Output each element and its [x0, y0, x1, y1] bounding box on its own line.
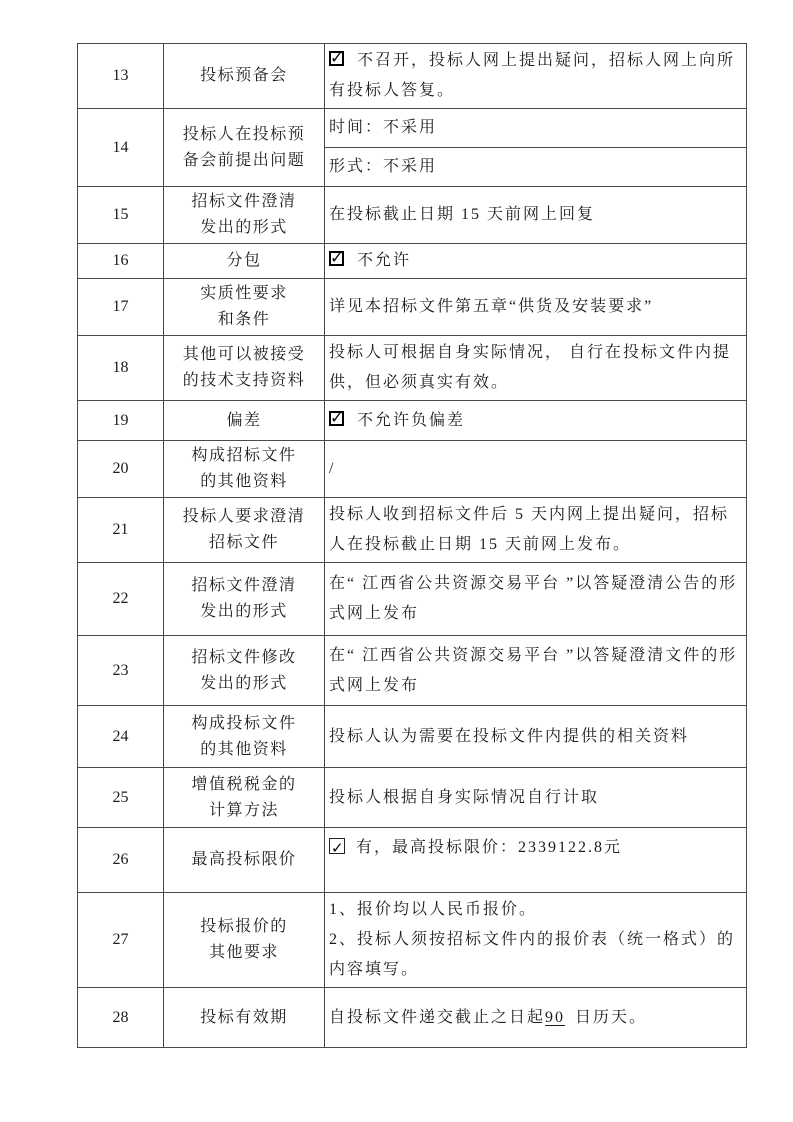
row-number: 24 [78, 706, 164, 768]
row-content: 在投标截止日期 15 天前网上回复 [325, 187, 747, 244]
table-row [78, 401, 747, 441]
row-content-form: 形式：不采用 [325, 148, 747, 187]
table-row [78, 563, 747, 636]
table-row [78, 109, 747, 148]
table-row [78, 636, 747, 706]
row-label-line: 招标文件澄清 [191, 193, 297, 210]
row-label-line: 投标人要求澄清 [182, 508, 306, 525]
table-row [78, 706, 747, 768]
row-label [164, 279, 325, 336]
checkbox-checked-icon [329, 411, 344, 426]
row-content-text: 日历天。 [569, 1008, 648, 1026]
row-content [325, 44, 747, 109]
validity-days-underlined: 90 [545, 1008, 566, 1026]
row-content [325, 988, 747, 1048]
row-label [164, 187, 325, 244]
row-label [164, 441, 325, 498]
row-number: 26 [78, 828, 164, 893]
row-label-line: 其他可以被接受 [182, 346, 306, 363]
row-content [325, 828, 747, 893]
row-number: 15 [78, 187, 164, 244]
row-label-line: 分包 [226, 252, 262, 269]
row-label [164, 893, 325, 988]
table-row [78, 187, 747, 244]
row-label-line: 实质性要求 [200, 285, 288, 302]
row-content-text: 不允许 [357, 252, 412, 269]
row-number: 27 [78, 893, 164, 988]
row-label-line: 最高投标限价 [191, 851, 297, 868]
table-row [78, 44, 747, 109]
row-content: 投标人可根据自身实际情况， 自行在投标文件内提供，但必须真实有效。 [325, 336, 747, 401]
row-content: 投标人收到招标文件后 5 天内网上提出疑问，招标人在投标截止日期 15 天前网上发布。 [325, 498, 747, 563]
row-content: 在“ 江西省公共资源交易平台 ”以答疑澄清公告的形式网上发布 [325, 563, 747, 636]
row-content: 详见本招标文件第五章“供货及安装要求” [325, 279, 747, 336]
row-content: 在“ 江西省公共资源交易平台 ”以答疑澄清文件的形式网上发布 [325, 636, 747, 706]
row-label-line: 投标有效期 [200, 1008, 288, 1026]
row-number: 28 [78, 988, 164, 1048]
row-label [164, 636, 325, 706]
row-number: 16 [78, 244, 164, 279]
row-number: 18 [78, 336, 164, 401]
row-label-line: 招标文件 [208, 534, 279, 551]
table-row [78, 988, 747, 1048]
table-row [78, 498, 747, 563]
table-row [78, 336, 747, 401]
row-label [164, 44, 325, 109]
row-content-text: 自投标文件递交截止之日起 [329, 1008, 546, 1026]
row-content [325, 244, 747, 279]
row-label [164, 828, 325, 893]
row-label-line: 其他要求 [208, 944, 279, 961]
row-number: 23 [78, 636, 164, 706]
row-label-line: 发出的形式 [200, 603, 288, 620]
row-label-line: 的其他资料 [200, 473, 288, 490]
bid-spec-table [77, 43, 747, 1048]
row-content-text: 不允许负偏差 [357, 411, 466, 429]
row-label [164, 401, 325, 441]
row-content: 投标人认为需要在投标文件内提供的相关资料 [325, 706, 747, 768]
row-label-line: 招标文件澄清 [191, 577, 297, 594]
checkbox-checked-icon [329, 51, 344, 66]
row-label [164, 563, 325, 636]
row-number: 17 [78, 279, 164, 336]
row-label [164, 988, 325, 1048]
content-list-item: 1、报价均以人民币报价。 [329, 901, 538, 918]
row-number: 21 [78, 498, 164, 563]
row-number: 13 [78, 44, 164, 109]
row-content: 投标人根据自身实际情况自行计取 [325, 768, 747, 828]
row-content [325, 893, 747, 988]
row-label [164, 109, 325, 187]
row-label-line: 和条件 [217, 311, 271, 328]
row-label [164, 768, 325, 828]
row-number: 14 [78, 109, 164, 187]
row-content-text: 有，最高投标限价：2339122.8元 [356, 839, 623, 856]
row-label-line: 招标文件修改 [191, 648, 297, 666]
row-label-line: 备会前提出问题 [182, 151, 306, 169]
row-label [164, 498, 325, 563]
table-row [78, 828, 747, 893]
row-content: / [325, 441, 747, 498]
row-content-time: 时间：不采用 [325, 109, 747, 148]
row-label-line: 的其他资料 [200, 740, 288, 758]
row-label-line: 构成招标文件 [191, 447, 297, 464]
row-label-line: 构成投标文件 [191, 714, 297, 732]
checkbox-checked-icon [329, 251, 344, 266]
row-label-line: 增值税税金的 [191, 775, 297, 793]
table-row [78, 244, 747, 279]
row-label-line: 的技术支持资料 [182, 372, 306, 389]
row-label-line: 偏差 [226, 411, 262, 429]
row-label-line: 投标人在投标预 [182, 125, 306, 143]
row-label [164, 336, 325, 401]
table-row [78, 279, 747, 336]
row-number: 25 [78, 768, 164, 828]
content-list-item: 2、投标人须按招标文件内的报价表（统一格式）的内容填写。 [329, 931, 736, 978]
row-label-line: 发出的形式 [200, 674, 288, 692]
row-label [164, 706, 325, 768]
table-row [78, 441, 747, 498]
row-content [325, 401, 747, 441]
row-label-line: 发出的形式 [200, 219, 288, 236]
row-label-line: 计算方法 [208, 801, 279, 819]
row-label-line: 投标报价的 [200, 918, 288, 935]
row-number: 20 [78, 441, 164, 498]
row-content-text: 不召开，投标人网上提出疑问，招标人网上向所有投标人答复。 [329, 52, 736, 99]
row-label [164, 244, 325, 279]
table-row [78, 768, 747, 828]
row-number: 19 [78, 401, 164, 441]
row-number: 22 [78, 563, 164, 636]
row-label-line: 投标预备会 [200, 67, 288, 84]
checkbox-checked-icon [329, 838, 345, 854]
table-row [78, 893, 747, 988]
